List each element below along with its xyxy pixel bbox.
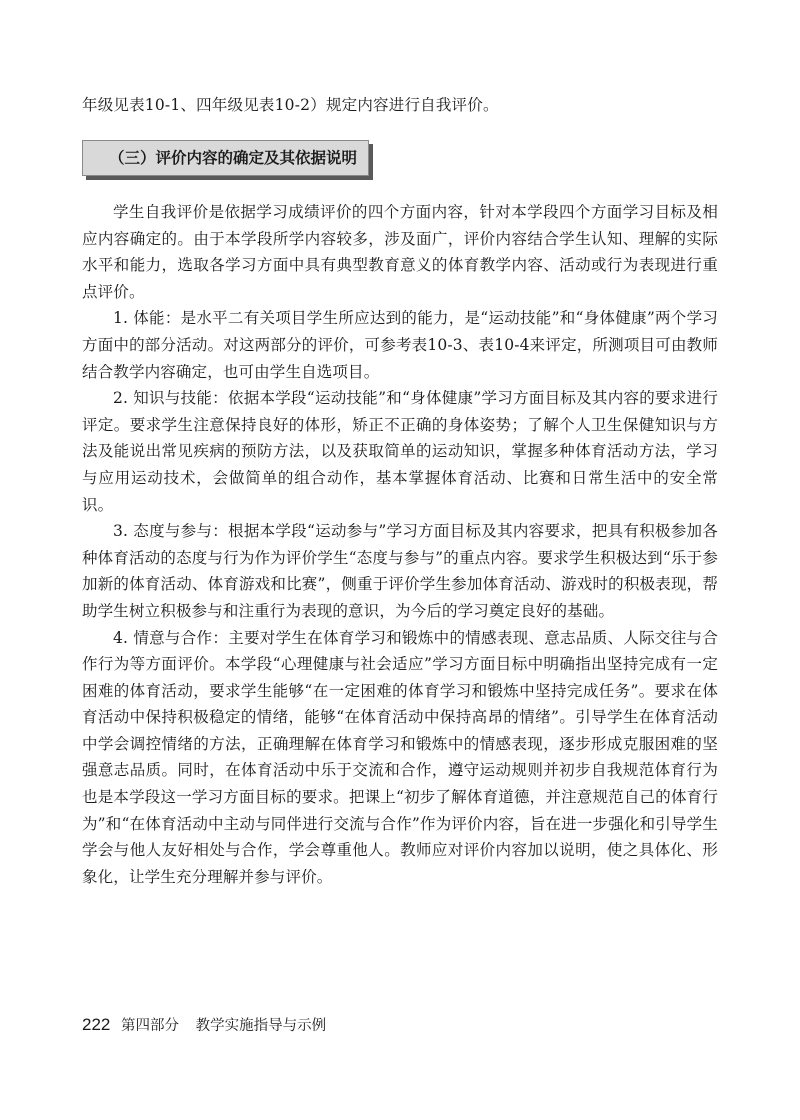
footer-title: 教学实施指导与示例 — [195, 1018, 327, 1034]
intro-line: 年级见表10-1、四年级见表10-2）规定内容进行自我评价。 — [82, 96, 499, 114]
section-heading: （三）评价内容的确定及其依据说明 — [82, 140, 369, 176]
paragraph-knowledge-skills: 2. 知识与技能：依据本学段“运动技能”和“身体健康”学习方面目标及其内容的要求进行评定。要求学生注意保持良好的体形，矫正不正确的身体姿势；了解个人卫生保健知识与方法及能说出常见疾病的预防方法，以及获取简单的运动知识，掌握多种体育活动方法，学习与应用运动技术，会做简单的组合动作，基本掌握体育活动、比赛和日常生活中的安全常识。 — [82, 389, 718, 514]
paragraph-attitude-participation: 3. 态度与参与：根据本学段“运动参与”学习方面目标及其内容要求，把具有积极参加各种体育活动的态度与行为作为评价学生“态度与参与”的重点内容。要求学生积极达到“乐于参加新的体育活动、体育游戏和比赛”，侧重于评价学生参加体育活动、游戏时的积极表现，帮助学生树立积极参与和注重行为表现的意识，为今后的学习奠定良好的基础。 — [82, 522, 718, 620]
paragraph-emotion-cooperation: 4. 情意与合作：主要对学生在体育学习和锻炼中的情感表现、意志品质、人际交往与合作行为等方面评价。本学段“心理健康与社会适应”学习方面目标中明确指出坚持完成有一定困难的体育活动，要求学生能够“在一定困难的体育学习和锻炼中坚持完成任务”。要求在体育活动中保持积极稳定的情绪，能够“在体育活动中保持高昂的情绪”。引导学生在体育活动中学会调控情绪的方法，正确理解在体育学习和锻炼中的情感表现，逐步形成克服困难的坚强意志品质。同时，在体育活动中乐于交流和合作，遵守运动规则并初步自我规范体育行为也是本学段这一学习方面目标的要求。把课上“初步了解体育道德，并注意规范自己的体育行为”和“在体育活动中主动与同伴进行交流与合作”作为评价内容，旨在进一步强化和引导学生学会与他人友好相处与合作，学会尊重他人。教师应对评价内容加以说明，使之具体化、形象化，让学生充分理解并参与评价。 — [82, 628, 718, 886]
page-footer — [82, 1015, 326, 1036]
paragraph-intro: 学生自我评价是依据学习成绩评价的四个方面内容，针对本学段四个方面学习目标及相应内容确定的。由于本学段所学内容较多，涉及面广，评价内容结合学生认知、理解的实际水平和能力，选取各学习方面中具有典型教育意义的体育教学内容、活动或行为表现进行重点评价。 — [82, 203, 718, 301]
footer-part: 第四部分 — [120, 1018, 179, 1034]
body-text — [82, 199, 718, 890]
paragraph-physical-fitness: 1. 体能：是水平二有关项目学生所应达到的能力，是“运动技能”和“身体健康”两个学习方面中的部分活动。对这两部分的评价，可参考表10-3、表10-4来评定，所测项目可由教师结合教学内容确定，也可由学生自选项目。 — [82, 309, 718, 381]
page-number: 222 — [82, 1015, 111, 1034]
